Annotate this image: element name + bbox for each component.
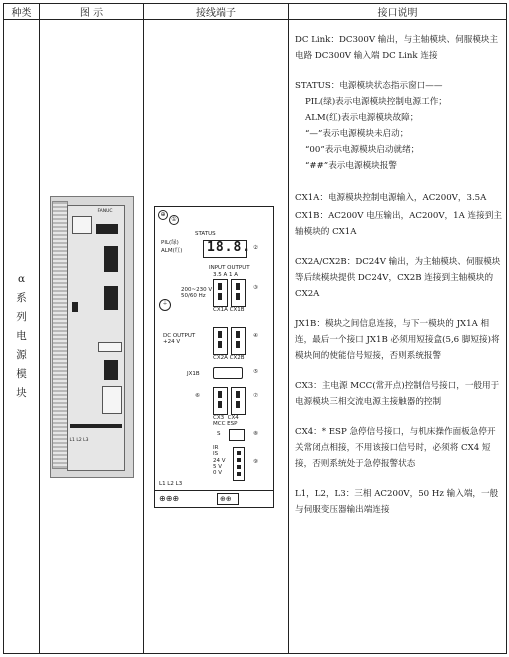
header-type: 种类 — [4, 4, 40, 20]
photo-cx1 — [104, 246, 118, 272]
alm-label: ALM(红) — [161, 248, 183, 254]
photo-l2: L2 — [76, 437, 82, 443]
header-interface: 接口说明 — [289, 4, 507, 20]
callout-4: ④ — [253, 333, 258, 339]
cx1b-connector — [231, 279, 246, 307]
amps-label: 3.5 A 1 A — [213, 272, 239, 278]
module-body — [67, 205, 125, 471]
setting-switch — [229, 429, 245, 441]
description — [289, 20, 506, 536]
dc-output-label: DC OUTPUT +24 V — [163, 333, 196, 346]
callout-1: ① — [169, 215, 179, 225]
jx1b-connector — [213, 367, 243, 379]
cx3-connector — [213, 387, 228, 415]
l-labels: L1 L2 L3 — [159, 481, 183, 487]
photo-fuse — [72, 302, 78, 312]
desc-cx3: CX3：主电源 MCC(常开点)控制信号接口，一般用于电源模块三相交流电源主接触器的控制 — [295, 381, 500, 407]
callout-9: ⑨ — [253, 459, 258, 465]
status-alm: ALM(红)表示电源模块故障； — [305, 113, 419, 123]
status-pil: PIL(绿)表示电源模块控制电源工作； — [305, 97, 447, 107]
callout-5: ⑤ — [253, 369, 258, 375]
ground-symbol: ⏚ — [159, 299, 171, 311]
photo-label — [72, 216, 92, 234]
header-figure: 图 示 — [40, 4, 144, 20]
photo-bar — [70, 424, 122, 428]
desc-l123: L1，L2，L3：三相 AC200V，50 Hz 输入端，一般与伺服变压器输出端连接 — [295, 489, 499, 515]
dc-link-symbol: ⊕ — [158, 210, 168, 220]
ground-terminals: ⊕⊕ — [217, 493, 239, 505]
cx1-label: CX1A CX1B — [213, 307, 245, 313]
status-intro: STATUS：电源模块状态指示窗口—— — [295, 81, 443, 91]
photo-l-labels — [70, 438, 89, 443]
status-alarm: “##”表示电源模块报警 — [305, 161, 397, 171]
desc-cx2: CX2A/CX2B：DC24V 输出，为主轴模块、伺服模块等后续模块提供 DC24V，CX2B 连接到主轴模块的 CX2A — [295, 257, 501, 299]
status-title: STATUS — [195, 231, 216, 237]
desc-dc-link: DC Link：DC300V 输出，与主轴模块、伺服模块主电路 DC300V 输入端 DC Link 连接 — [295, 35, 499, 61]
callout-2: ② — [253, 245, 258, 251]
status-display — [203, 240, 252, 258]
photo-cell — [40, 20, 144, 654]
desc-status — [295, 78, 502, 174]
terminal-panel — [154, 206, 274, 508]
photo-cx2 — [104, 286, 118, 310]
desc-jx1b: JX1B：模块之间信息连接，与下一模块的 JX1A 相连，最后一个接口 JX1B 必须用短接盒(5,6 脚短接)将模块间的使能信号短接，否则系统报警 — [295, 319, 500, 361]
photo-l1: L1 — [69, 437, 75, 443]
spec-table — [3, 3, 507, 654]
photo-cx34 — [104, 360, 118, 380]
cx34-label: CX3 CX4 MCC ESP — [213, 415, 239, 428]
photo-jx1b — [98, 342, 122, 352]
desc-cx1a: CX1A：电源模块控制电源输入，AC200V，3.5A — [295, 193, 487, 203]
header-row — [4, 4, 507, 20]
jx1b-label: JX1B — [187, 371, 200, 377]
status-00: “00”表示电源模块启动就绪； — [305, 145, 420, 155]
bottom-strip — [154, 490, 274, 508]
photo-l3: L3 — [83, 437, 89, 443]
status-dash: “—”表示电源模块未启动； — [305, 129, 409, 139]
callout-6: ⑥ — [195, 393, 200, 399]
l-terminals: ⊕⊕⊕ — [159, 494, 180, 503]
desc-cx1b: CX1B：AC200V 电压输出，AC200V，1A 连接到主轴模块的 CX1A — [295, 211, 502, 237]
module-photo — [50, 196, 134, 478]
type-label: α系列电源模块 — [16, 273, 27, 399]
s-label: S — [217, 431, 221, 437]
desc-cx4: CX4：* ESP 急停信号接口，与机床操作面板急停开关常闭点相接，不用该接口信号时，必须将 CX4 短接，否则系统处于急停报警状态 — [295, 427, 496, 469]
cx4-connector — [231, 387, 246, 415]
lcd-value: 18.8. — [207, 240, 252, 255]
module-row — [4, 20, 507, 654]
cx2b-connector — [231, 327, 246, 355]
callout-8: ⑧ — [253, 431, 258, 437]
ir-labels: IR IS 24 V 5 V 0 V — [213, 445, 226, 477]
input-output-label: INPUT OUTPUT — [209, 265, 250, 271]
check-terminal — [233, 447, 245, 481]
photo-terminal — [102, 386, 122, 414]
description-cell — [289, 20, 507, 654]
pil-label: PIL(绿) — [161, 240, 179, 246]
heatsink — [52, 201, 68, 469]
cx2a-connector — [213, 327, 228, 355]
cx1a-connector — [213, 279, 228, 307]
header-terminals: 接线端子 — [144, 4, 289, 20]
photo-brand: FANUC — [97, 208, 113, 214]
callout-7: ⑦ — [253, 393, 258, 399]
wiring-cell — [144, 20, 289, 654]
callout-3: ③ — [253, 285, 258, 291]
cx2-label: CX2A CX2B — [213, 355, 245, 361]
voltage-label: 200~230 V 50/60 Hz — [181, 287, 213, 300]
photo-display — [96, 224, 118, 234]
type-cell — [4, 20, 40, 654]
